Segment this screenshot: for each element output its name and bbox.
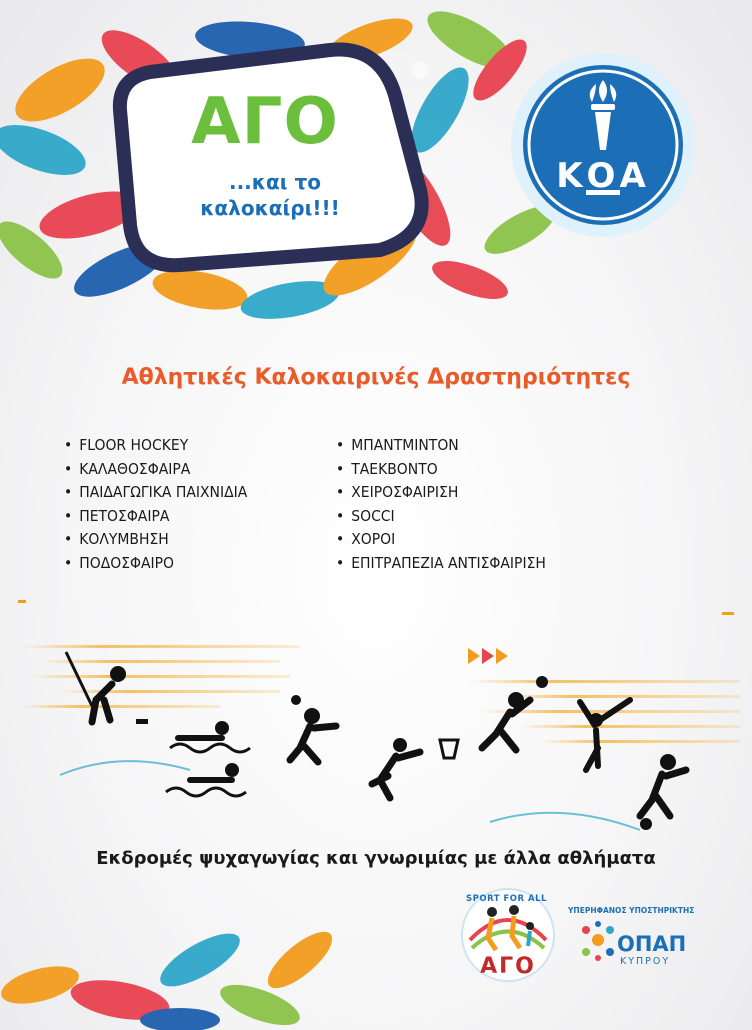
- sponsor-name: ΟΠΑΠ: [617, 932, 687, 956]
- list-item: • ΠΟΔΟΣΦΑΙΡΟ: [64, 552, 247, 576]
- list-item: • ΠΕΤΟΣΦΑΙΡΑ: [64, 505, 247, 529]
- speed-lines-decoration: [18, 600, 740, 830]
- sponsor-subname: ΚΥΠΡΟΥ: [620, 956, 671, 967]
- page-heading: Αθλητικές Καλοκαιρινές Δραστηριότητες: [121, 365, 631, 390]
- sponsor-supporter-label: ΥΠΕΡΗΦΑΝΟΣ ΥΠΟΣΤΗΡΙΚΤΗΣ: [568, 906, 695, 915]
- badge-subtitle-line2: καλοκαίρι!!!: [200, 196, 340, 220]
- basketball-icon: [372, 738, 458, 798]
- football-icon: [640, 754, 686, 830]
- list-item: • ΧΕΙΡΟΣΦΑΙΡΙΣΗ: [336, 481, 546, 505]
- list-item: • ΜΠΑΝΤΜΙΝΤΟΝ: [336, 434, 546, 458]
- activities-list-right: [336, 434, 546, 576]
- opap-logo-mark: [582, 921, 614, 961]
- swimming-icon: [166, 721, 250, 796]
- list-item: • ΚΑΛΑΘΟΣΦΑΙΡΑ: [64, 458, 247, 482]
- badge-title: ΑΓΟ: [191, 85, 339, 159]
- excursions-tagline: Εκδρομές ψυχαγωγίας και γνωριμίας με άλλα αθλήματα: [96, 848, 656, 869]
- list-item: • SOCCI: [336, 505, 546, 529]
- koa-logo: [511, 53, 695, 237]
- handball-icon: [290, 695, 336, 762]
- sport-for-all-ago-label: ΑΓΟ: [480, 954, 536, 979]
- list-item: • ΧΟΡΟΙ: [336, 528, 546, 552]
- list-item: • ΠΑΙΔΑΓΩΓΙΚΑ ΠΑΙΧΝΙΔΙΑ: [64, 481, 247, 505]
- list-item: • ΕΠΙΤΡΑΠΕΖΙΑ ΑΝΤΙΣΦΑΙΡΙΣΗ: [336, 552, 546, 576]
- activities-list-left: [64, 434, 247, 576]
- koa-logo-text: ΚΟΑ: [556, 156, 650, 196]
- footprints-bottom-decoration: [0, 923, 340, 1030]
- list-item: • ΤΑΕΚΒΟΝΤΟ: [336, 458, 546, 482]
- list-item: • ΚΟΛΥΜΒΗΣΗ: [64, 528, 247, 552]
- list-item: • FLOOR HOCKEY: [64, 434, 247, 458]
- badge-subtitle-line1: ...και το: [228, 170, 321, 194]
- sport-for-all-label: SPORT FOR ALL: [466, 894, 547, 904]
